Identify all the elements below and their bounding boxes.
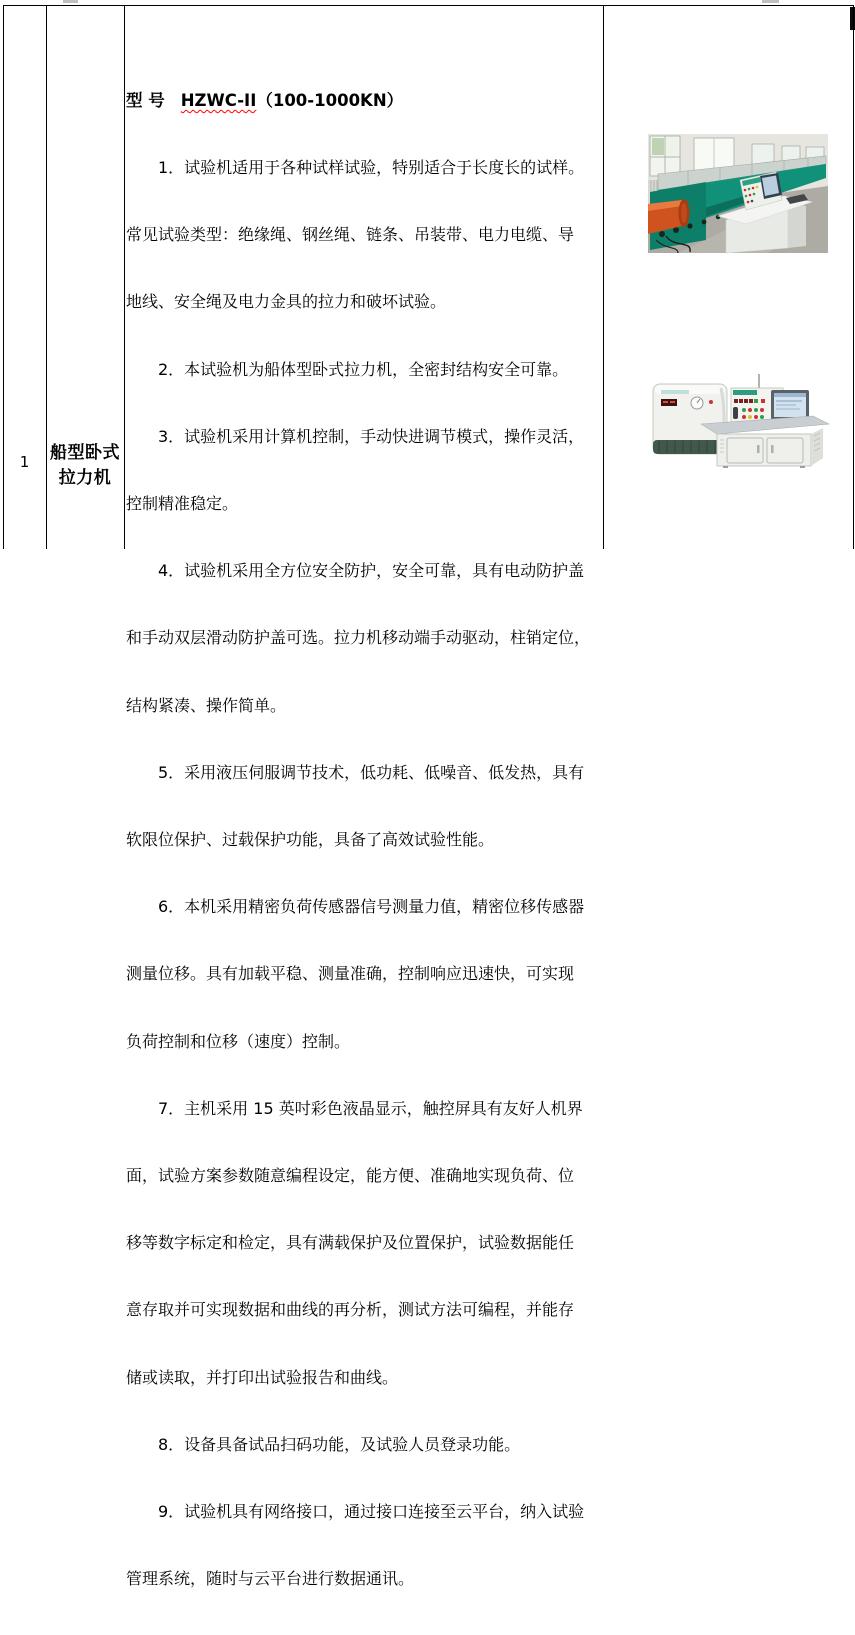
spec-line: 地线、安全绳及电力金具的拉力和破坏试验。 <box>126 292 447 312</box>
spec-line: 结构紧凑、操作简单。 <box>126 695 287 715</box>
table-border-col3 <box>603 5 604 549</box>
top-edge-artifact <box>63 0 78 3</box>
model-code: HZWC-II <box>180 90 257 110</box>
console-machine-photo <box>645 356 831 468</box>
top-edge-artifact <box>762 0 779 3</box>
spec-text <box>126 45 603 1635</box>
workshop-machine-photo <box>648 134 828 253</box>
spec-line: 6．本机采用精密负荷传感器信号测量力值，精密位移传感器 <box>126 897 585 917</box>
row-number: 1 <box>19 453 30 471</box>
spec-line: 5．采用液压伺服调节技术，低功耗、低噪音、低发热，具有 <box>126 762 585 782</box>
spec-line: 9．试验机具有网络接口，通过接口连接至云平台，纳入试验 <box>126 1502 585 1522</box>
spec-line: 1．试验机适用于各种试样试验，特别适合于长度长的试样。 <box>126 158 585 178</box>
photo-pump-unit <box>653 384 727 454</box>
spec-line: 储或读取，并打印出试验报告和曲线。 <box>126 1367 399 1387</box>
table-border-col2 <box>124 5 125 549</box>
model-title-line <box>126 90 603 112</box>
spec-line: 移等数字标定和检定，具有满载保护及位置保护，试验数据能任 <box>126 1233 575 1253</box>
spec-line: 负荷控制和位移（速度）控制。 <box>126 1031 351 1051</box>
spec-line: 意存取并可实现数据和曲线的再分析，测试方法可编程，并能存 <box>126 1300 575 1320</box>
spec-line: 3．试验机采用计算机控制，手动快进调节模式，操作灵活， <box>126 426 585 446</box>
spec-line: 8．设备具备试品扫码功能，及试验人员登录功能。 <box>126 1434 521 1454</box>
spec-line: 管理系统，随时与云平台进行数据通讯。 <box>126 1569 415 1589</box>
table-border-right <box>853 5 854 549</box>
spec-line: 面，试验方案参数随意编程设定，能方便、准确地实现负荷、位 <box>126 1166 575 1186</box>
spec-line: 和手动双层滑动防护盖可选。拉力机移动端手动驱动，柱销定位， <box>126 628 591 648</box>
spec-line: 2．本试验机为船体型卧式拉力机，全密封结构安全可靠。 <box>126 359 569 379</box>
spec-line: 软限位保护、过载保护功能，具备了高效试验性能。 <box>126 830 495 850</box>
spec-line: 测量位移。具有加载平稳、测量准确，控制响应迅速快，可实现 <box>126 964 575 984</box>
spec-line: 控制精准稳定。 <box>126 494 239 514</box>
product-name-line2: 拉力机 <box>58 468 112 488</box>
model-label: 型 号 <box>126 90 165 110</box>
table-border-top <box>3 5 854 6</box>
spec-line: 常见试验类型：绝缘绳、钢丝绳、链条、吊装带、电力电缆、导 <box>126 225 575 245</box>
spec-line: 7．主机采用 15 英吋彩色液晶显示，触控屏具有友好人机界 <box>126 1098 583 1118</box>
model-range: （100-1000KN） <box>256 90 404 110</box>
product-name-line1: 船型卧式 <box>50 443 120 463</box>
spec-line: 4．试验机采用全方位安全防护，安全可靠，具有电动防护盖 <box>126 561 585 581</box>
product-name <box>47 441 123 491</box>
